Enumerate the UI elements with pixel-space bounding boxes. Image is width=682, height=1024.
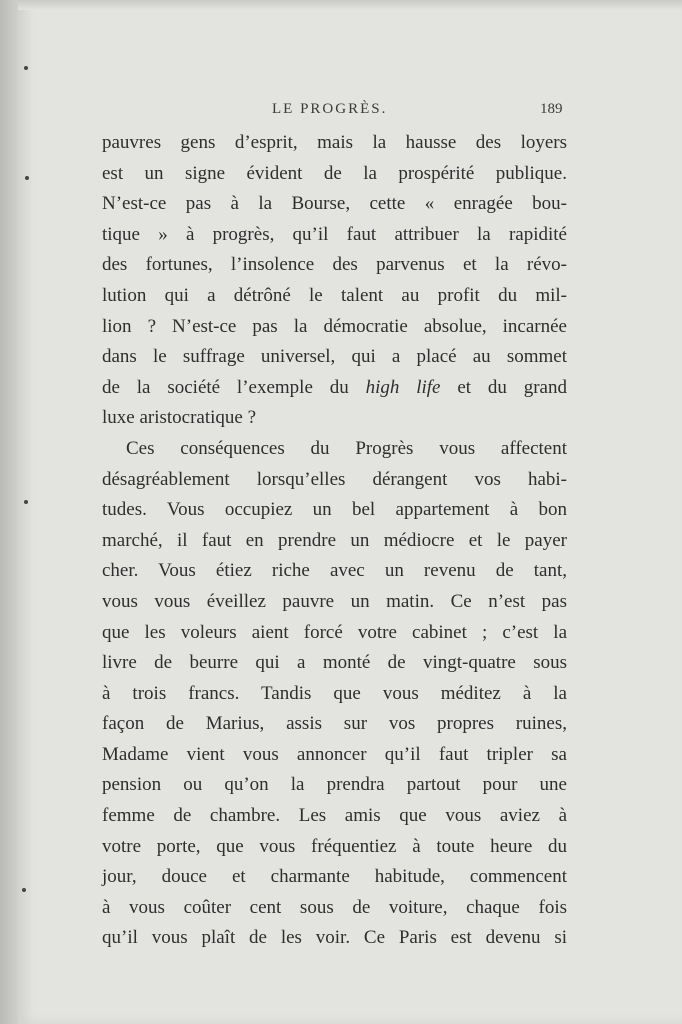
text-line: marché, il faut en prendre un médiocre et le payer [102,529,567,551]
text-line: Ces conséquences du Progrès vous affectent [126,437,567,459]
text-line: façon de Marius, assis sur vos propres ruines, [102,713,567,735]
margin-mark [25,176,29,180]
text-line: N’est-ce pas à la Bourse, cette « enragée bou- [102,193,567,215]
text-line: tudes. Vous occupiez un bel appartement à bon [102,499,567,521]
text-line: à vous coûter cent sous de voiture, chaque fois [102,896,567,918]
text-line: Madame vient vous annoncer qu’il faut tripler sa [102,743,567,765]
text-line: à trois francs. Tandis que vous méditez à la [102,682,567,704]
text-line: est un signe évident de la prospérité publique. [102,162,567,184]
text-line: tique » à progrès, qu’il faut attribuer la rapidité [102,223,567,245]
text-segment: de la société l’exemple du [102,376,349,398]
text-line: vous vous éveillez pauvre un matin. Ce n’est pas [102,590,567,612]
text-line: désagréablement lorsqu’elles dérangent vos habi- [102,468,567,490]
book-gutter [0,0,18,1024]
text-line: femme de chambre. Les amis que vous aviez à [102,805,567,827]
text-segment: et du grand [457,376,567,398]
text-line: pension ou qu’on la prendra partout pour une [102,774,567,796]
text-line: jour, douce et charmante habitude, commencent [102,866,567,888]
text-line: lion ? N’est-ce pas la démocratie absolue, incarnée [102,315,567,337]
text-line: des fortunes, l’insolence des parvenus et la révo- [102,254,567,276]
margin-mark [24,66,28,70]
margin-mark [22,888,26,892]
running-title: LE PROGRÈS. [272,101,388,117]
margin-mark [24,500,28,504]
body-text [102,128,567,954]
page-top-edge [18,0,682,10]
text-line: votre porte, que vous fréquentiez à toute heure du [102,835,567,857]
text-line: qu’il vous plaît de les voir. Ce Paris est devenu si [102,927,567,949]
text-line: dans le suffrage universel, qui a placé au sommet [102,346,567,368]
page-number: 189 [540,101,563,117]
italic-phrase: high life [365,376,441,398]
text-line: cher. Vous étiez riche avec un revenu de tant, [102,560,567,582]
text-line: lution qui a détrôné le talent au profit du mil- [102,284,567,306]
text-line: luxe aristocratique ? [102,407,257,429]
text-line: pauvres gens d’esprit, mais la hausse des loyers [102,132,567,153]
text-line: livre de beurre qui a monté de vingt-quatre sous [102,652,567,674]
text-line-with-italic [102,373,567,404]
text-line: que les voleurs aient forcé votre cabinet ; c’est la [102,621,567,643]
